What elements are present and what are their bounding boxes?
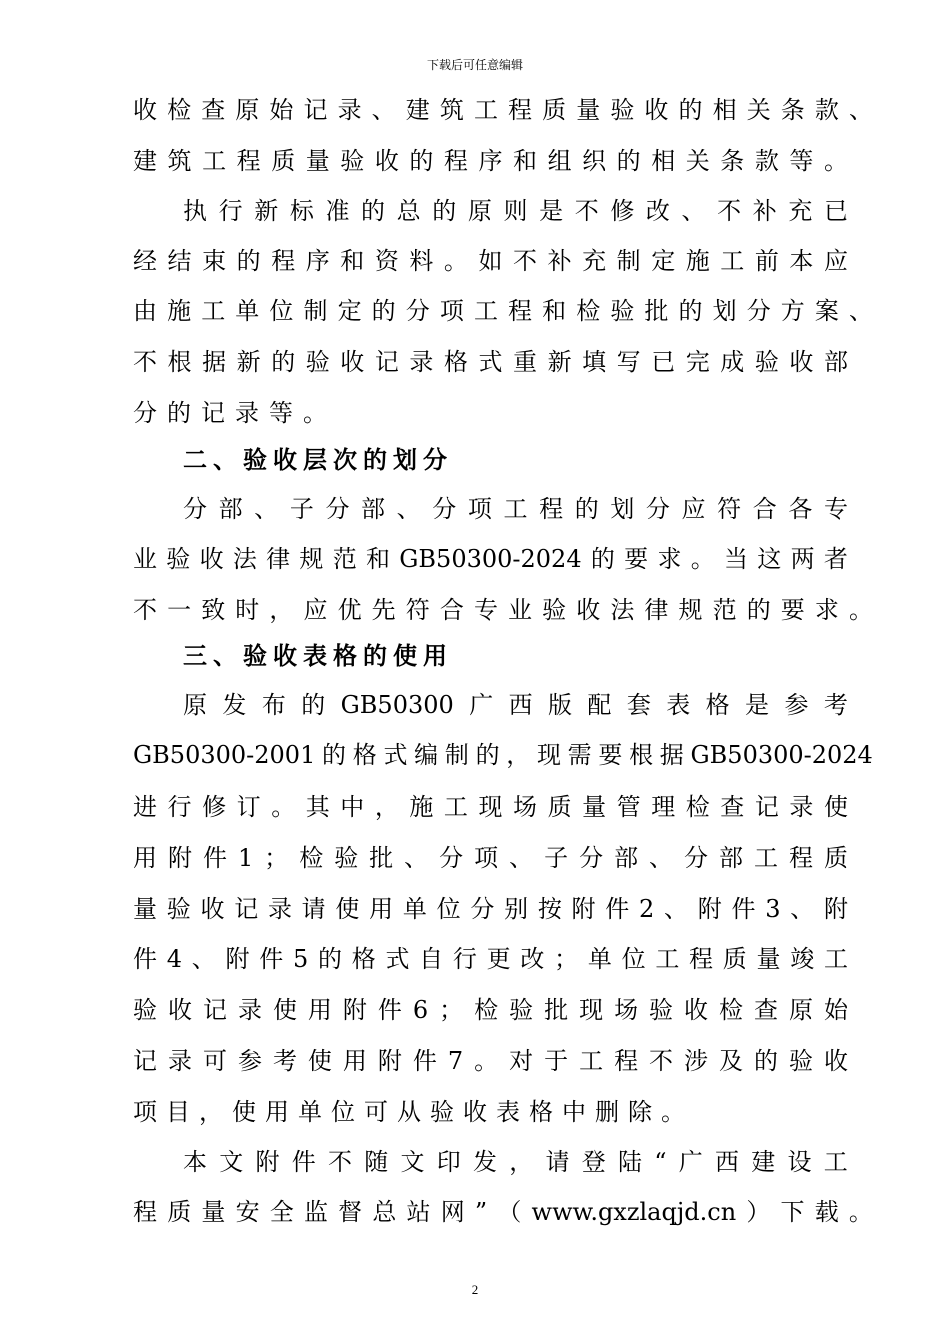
text-line: GB50300-2001 的 格 式 编 制 的 ， 现 需 要 根 据 GB50300-2024 <box>133 741 873 769</box>
text-line: 件 4 、 附 件 5 的 格 式 自 行 更 改 ； 单 位 工 程 质 量 竣 工 <box>133 945 848 973</box>
text-line: 分的记录等。 <box>133 399 337 427</box>
text-line: 程 质 量 安 全 监 督 总 站 网 ” （ www.gxzlaqjd.cn ） 下 载 。 <box>133 1198 873 1226</box>
text-line: 执 行 新 标 准 的 总 的 原 则 是 不 修 改 、 不 补 充 已 <box>183 197 848 225</box>
page-number: 2 <box>471 1282 479 1297</box>
text-line: 收 检 查 原 始 记 录 、 建 筑 工 程 质 量 验 收 的 相 关 条 款 、 <box>133 96 873 124</box>
text-line: 原 发 布 的 GB50300 广 西 版 配 套 表 格 是 参 考 <box>183 691 848 719</box>
text-line: 用 附 件 1 ； 检 验 批 、 分 项 、 子 分 部 、 分 部 工 程 质 <box>133 844 848 872</box>
text-line: 不 一 致 时 ， 应 优 先 符 合 专 业 验 收 法 律 规 范 的 要 求 。 <box>133 596 873 624</box>
section-heading: 二、验收层次的划分 <box>183 446 453 474</box>
text-line: 经 结 束 的 程 序 和 资 料 。 如 不 补 充 制 定 施 工 前 本 应 <box>133 247 848 275</box>
text-line: 验 收 记 录 使 用 附 件 6 ； 检 验 批 现 场 验 收 检 查 原 始 <box>133 996 848 1024</box>
text-line: 进 行 修 订 。 其 中 ， 施 工 现 场 质 量 管 理 检 查 记 录 使 <box>133 793 848 821</box>
text-line: 建 筑 工 程 质 量 验 收 的 程 序 和 组 织 的 相 关 条 款 等 。 <box>133 147 848 175</box>
text-line: 不 根 据 新 的 验 收 记 录 格 式 重 新 填 写 已 完 成 验 收 部 <box>133 348 848 376</box>
text-line: 量 验 收 记 录 请 使 用 单 位 分 别 按 附 件 2 、 附 件 3 、 附 <box>133 895 848 923</box>
text-line: 业 验 收 法 律 规 范 和 GB50300-2024 的 要 求 。 当 这 两 者 <box>133 545 848 573</box>
page-header: 下载后可任意编辑 <box>426 58 523 72</box>
text-line: 记 录 可 参 考 使 用 附 件 7 。 对 于 工 程 不 涉 及 的 验 收 <box>133 1047 848 1075</box>
text-line: 分 部 、 子 分 部 、 分 项 工 程 的 划 分 应 符 合 各 专 <box>183 495 848 523</box>
text-line: 由 施 工 单 位 制 定 的 分 项 工 程 和 检 验 批 的 划 分 方 案 、 <box>133 297 873 325</box>
text-line: 项目，使用单位可从验收表格中删除。 <box>133 1098 694 1126</box>
section-heading: 三、验收表格的使用 <box>183 642 453 670</box>
text-line: 本 文 附 件 不 随 文 印 发 ， 请 登 陆 “ 广 西 建 设 工 <box>183 1148 848 1176</box>
